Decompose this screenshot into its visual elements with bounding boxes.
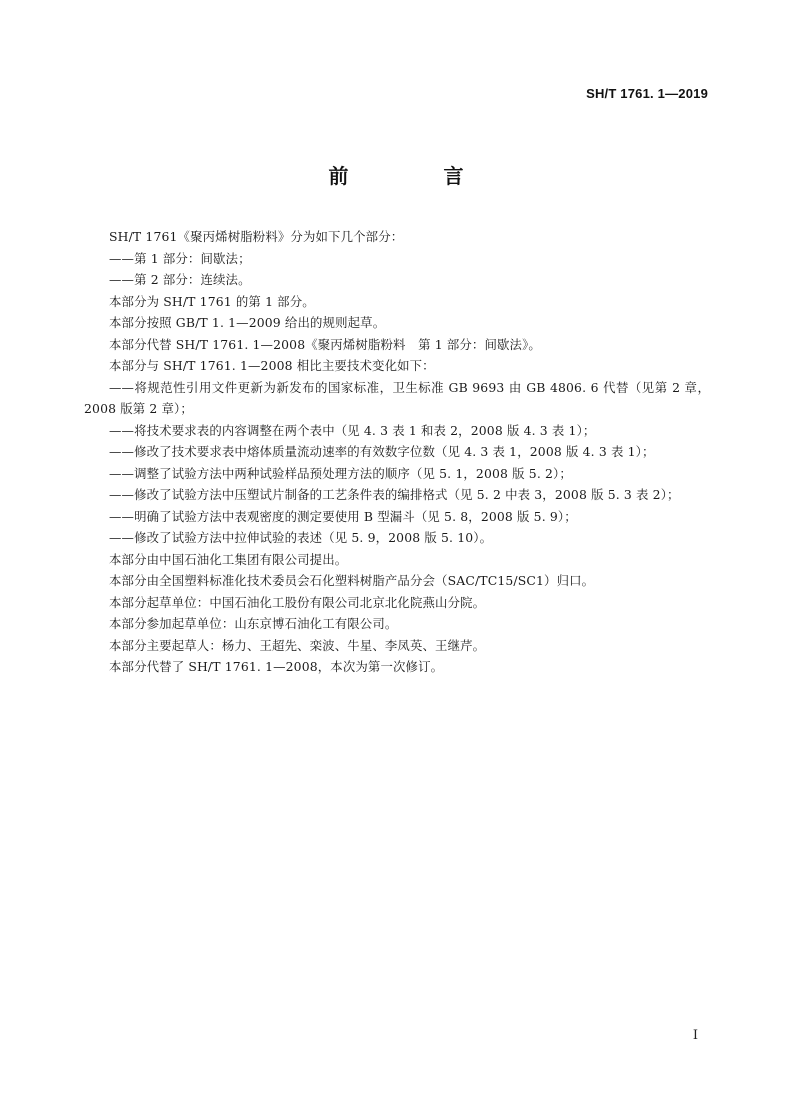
page-title: 前 言 xyxy=(328,164,508,188)
paragraph-change-1: ——将规范性引用文件更新为新发布的国家标准，卫生标准 GB 9693 由 GB 4806. 6 代替（见第 2 章，2008 版第 2 章）； xyxy=(84,379,710,416)
paragraph-change-6: ——明确了试验方法中表观密度的测定要使用 B 型漏斗（见 5. 8，2008 版 5. 9）； xyxy=(109,508,577,524)
paragraph-participating-unit: 本部分参加起草单位：山东京博石油化工有限公司。 xyxy=(109,616,398,631)
paragraph-change-5: ——修改了试验方法中压塑试片制备的工艺条件表的编排格式（见 5. 2 中表 3，2008 版 5. 3 表 2）； xyxy=(109,487,680,502)
paragraph-change-3: ——修改了技术要求表中熔体质量流动速率的有效数字位数（见 4. 3 表 1，2008 版 4. 3 表 1）； xyxy=(109,444,655,459)
page-number: I xyxy=(692,1028,698,1043)
paragraph-revision-note: 本部分代替了 SH/T 1761. 1—2008，本次为第一次修订。 xyxy=(109,659,444,674)
paragraph-drafting-rules: 本部分按照 GB/T 1. 1—2009 给出的规则起草。 xyxy=(109,315,386,330)
paragraph-this-part: 本部分为 SH/T 1761 的第 1 部分。 xyxy=(109,293,315,309)
paragraph-part-2: ——第 2 部分：连续法。 xyxy=(109,272,251,287)
foreword-body xyxy=(84,226,710,678)
paragraph-changes-intro: 本部分与 SH/T 1761. 1—2008 相比主要技术变化如下： xyxy=(109,358,435,373)
paragraph-drafting-unit: 本部分起草单位：中国石油化工股份有限公司北京北化院燕山分院。 xyxy=(109,594,486,610)
paragraph-change-2: ——将技术要求表的内容调整在两个表中（见 4. 3 表 1 和表 2，2008 版 4. 3 表 1）； xyxy=(109,422,596,438)
standard-code: SH/T 1761. 1—2019 xyxy=(586,86,708,101)
paragraph-drafters: 本部分主要起草人：杨力、王超先、栾波、牛星、李凤英、王继芹。 xyxy=(109,637,486,653)
paragraph-proposed-by: 本部分由中国石油化工集团有限公司提出。 xyxy=(109,551,348,567)
paragraph-replaces: 本部分代替 SH/T 1761. 1—2008《聚丙烯树脂粉料 第 1 部分：间歇法》。 xyxy=(109,336,541,352)
paragraph-change-4: ——调整了试验方法中两种试验样品预处理方法的顺序（见 5. 1，2008 版 5. 2）； xyxy=(109,465,572,481)
paragraph-change-7: ——修改了试验方法中拉伸试验的表述（见 5. 9，2008 版 5. 10）。 xyxy=(109,530,493,545)
paragraph-parts-intro: SH/T 1761《聚丙烯树脂粉料》分为如下几个部分： xyxy=(109,229,404,244)
paragraph-under-jurisdiction: 本部分由全国塑料标准化技术委员会石化塑料树脂产品分会（SAC/TC15/SC1）归口。 xyxy=(109,573,595,588)
paragraph-part-1: ——第 1 部分：间歇法； xyxy=(109,250,251,266)
